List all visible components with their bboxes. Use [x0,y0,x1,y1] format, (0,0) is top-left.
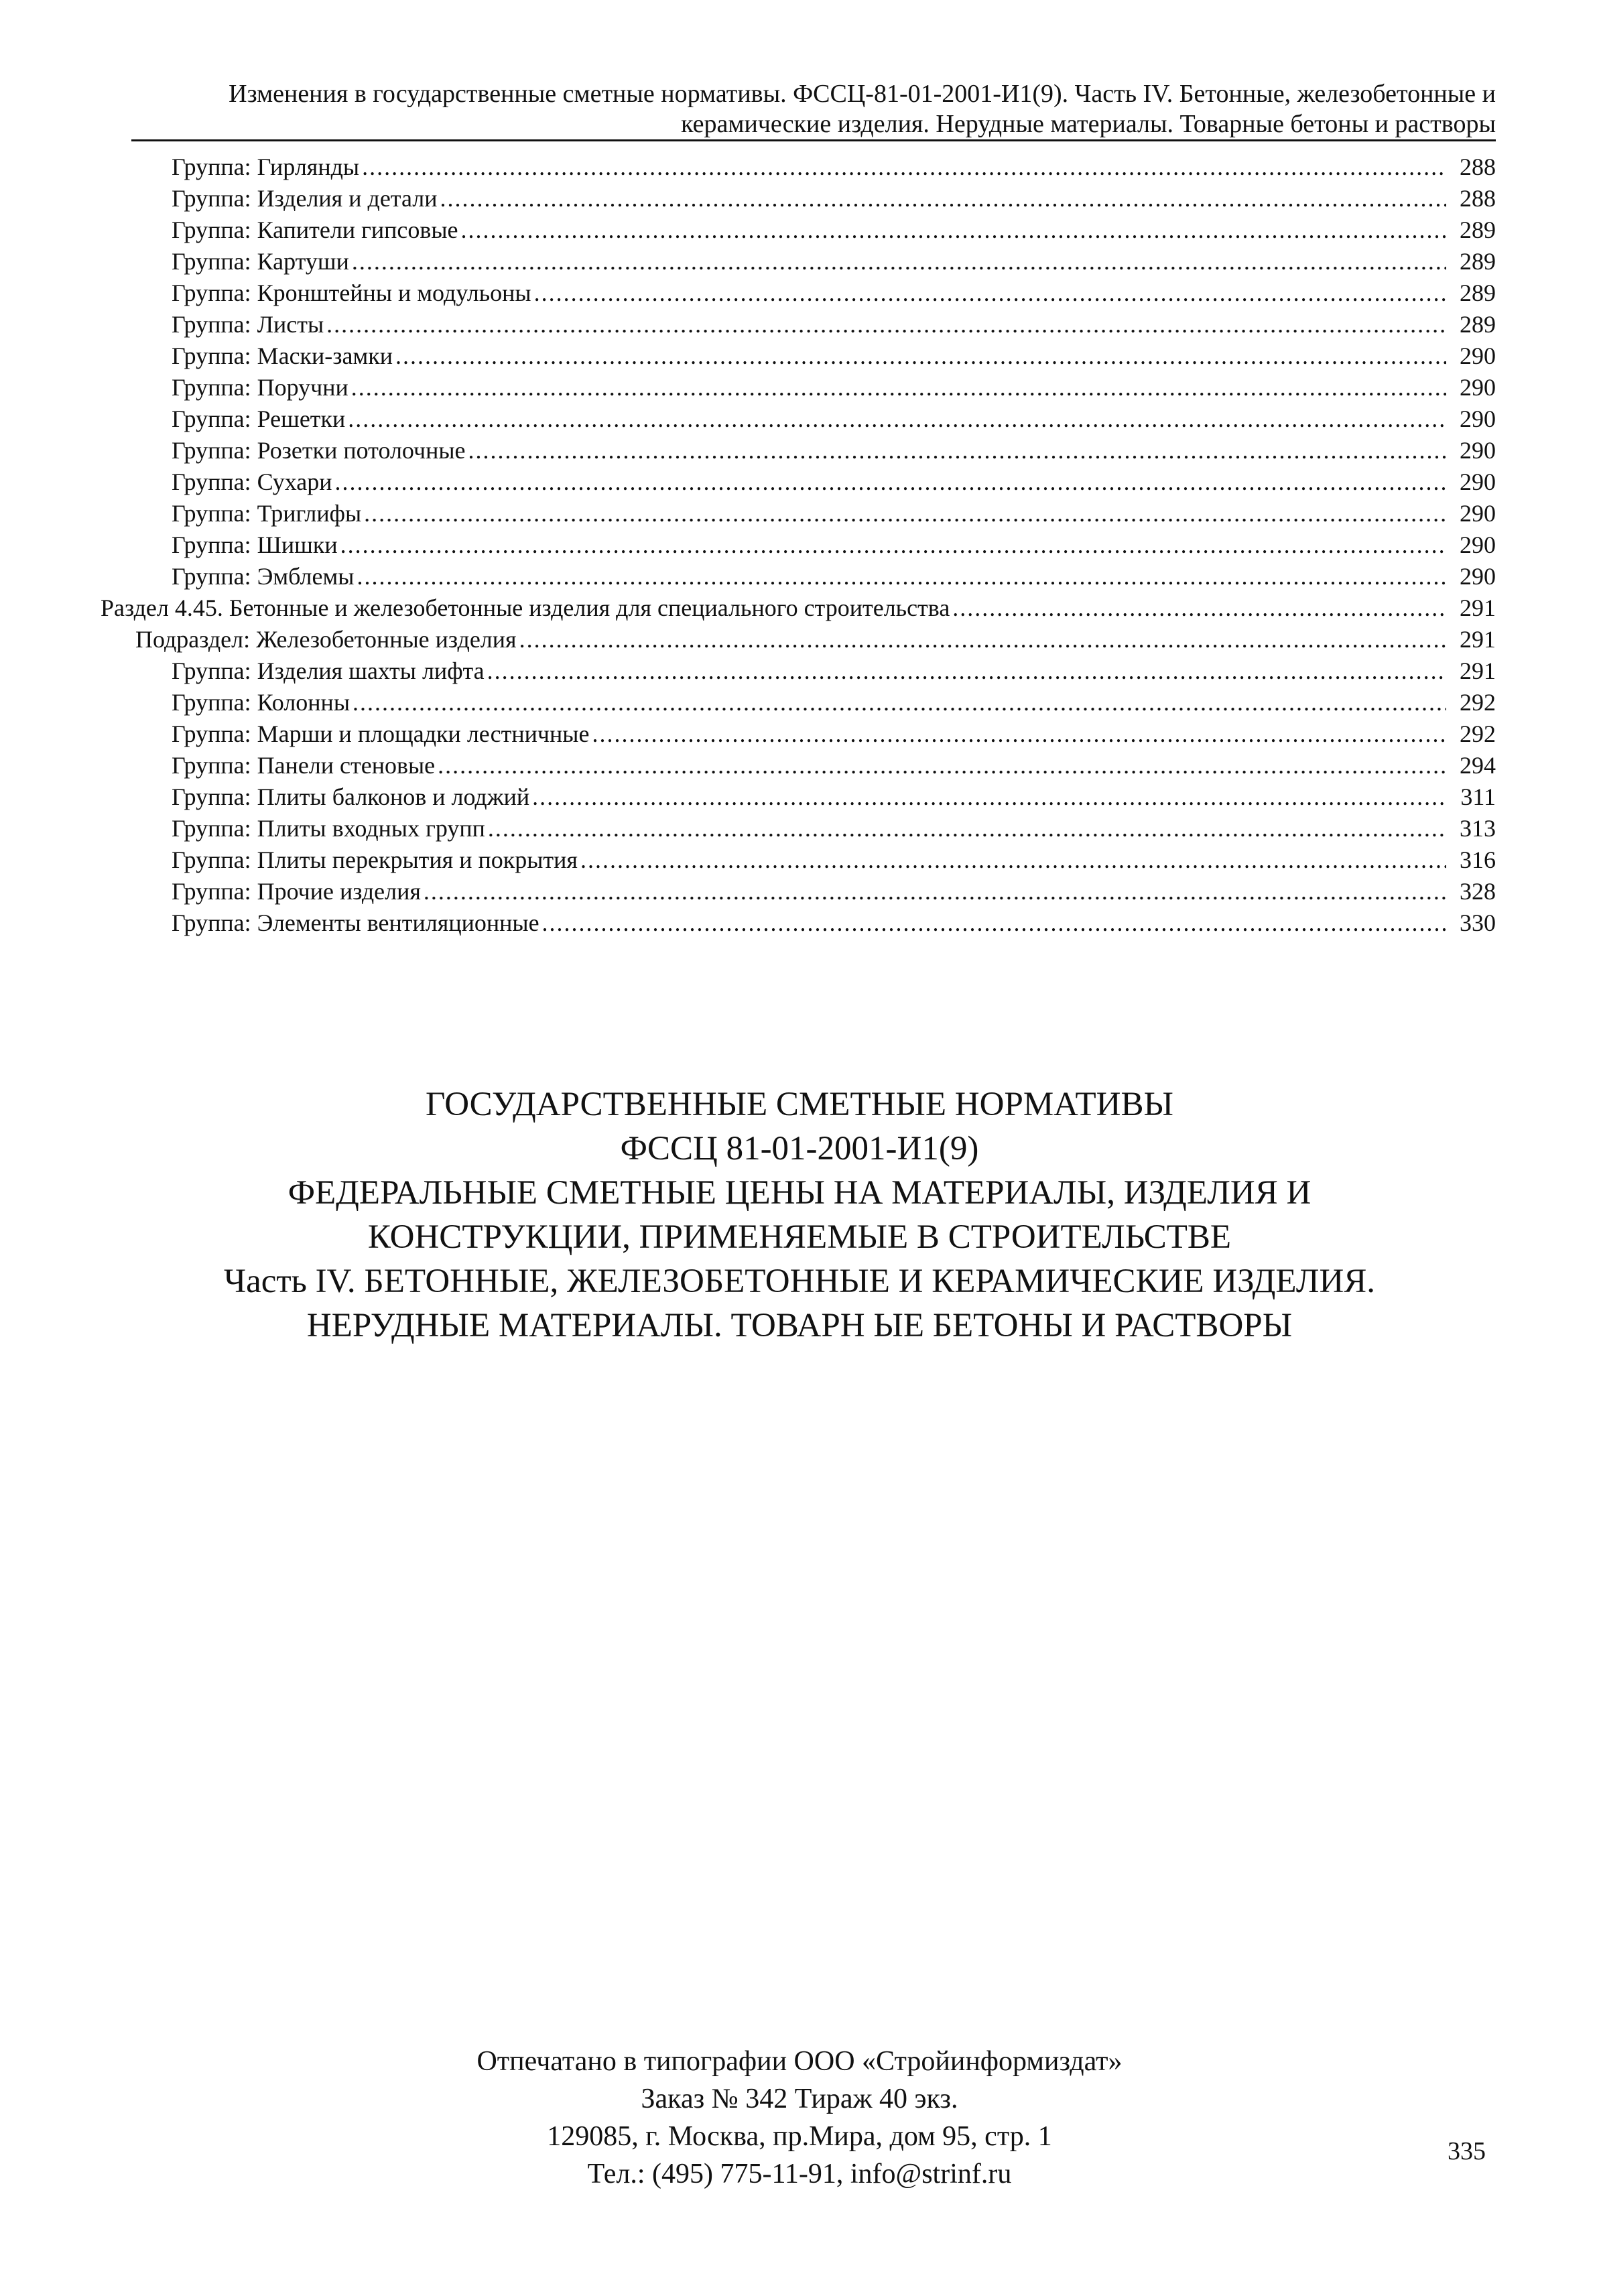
toc-entry-label: Группа: Триглифы [172,500,362,527]
toc-entry-label: Группа: Розетки потолочные [172,437,466,464]
toc-entry [101,277,1496,309]
toc-entry [101,907,1496,939]
toc-entry-label: Группа: Изделия и детали [172,185,438,212]
toc-entry-page: 294 [1460,752,1496,779]
toc-entry-page: 291 [1460,626,1496,653]
toc-entry-label: Группа: Колонны [172,689,350,716]
toc-entry-label: Группа: Прочие изделия [172,878,421,905]
toc-dot-leader [592,718,1446,750]
toc-dot-leader [440,183,1447,214]
toc-entry-page: 289 [1460,311,1496,338]
toc-dot-leader [364,498,1446,529]
toc-entry-page: 290 [1460,468,1496,495]
toc-entry-label: Группа: Плиты балконов и лоджий [172,783,530,810]
toc-entry [101,498,1496,529]
title-line-5: Часть IV. БЕТОННЫЕ, ЖЕЛЕЗОБЕТОННЫЕ И КЕРАМИЧЕСКИЕ ИЗДЕЛИЯ. [223,1263,1376,1300]
toc-entry [101,466,1496,498]
toc-entry-page: 290 [1460,531,1496,558]
toc-entry [101,844,1496,876]
imprint-order: Заказ № 342 Тираж 40 экз. [641,2084,958,2114]
toc-entry-label: Группа: Эмблемы [172,563,355,590]
toc-dot-leader [348,403,1446,435]
toc-entry-label: Группа: Сухари [172,468,332,495]
toc-dot-leader [424,876,1446,907]
toc-entry [101,687,1496,718]
toc-dot-leader [340,529,1446,561]
toc-entry-label: Группа: Марши и площадки лестничные [172,720,590,747]
toc-entry-page: 290 [1460,563,1496,590]
toc-dot-leader [580,844,1446,876]
toc-dot-leader [352,246,1446,277]
toc-entry [101,624,1496,655]
toc-entry-page: 291 [1460,594,1496,621]
toc-entry [101,813,1496,844]
running-header [131,79,1496,141]
toc-dot-leader [952,592,1446,624]
toc-entry-label: Группа: Поручни [172,374,348,401]
printing-imprint [101,2043,1498,2193]
toc-entry-label: Раздел 4.45. Бетонные и железобетонные изделия для специального строительства [101,594,950,621]
toc-entry-label: Группа: Листы [172,311,324,338]
toc-dot-leader [326,309,1446,340]
imprint-printed-by: Отпечатано в типографии ООО «Стройинформиздат» [476,2046,1123,2077]
toc-entry [101,309,1496,340]
toc-dot-leader [487,655,1446,687]
toc-entry [101,183,1496,214]
toc-entry-label: Группа: Плиты входных групп [172,815,485,842]
toc-entry [101,372,1496,403]
toc-entry [101,529,1496,561]
toc-dot-leader [351,372,1446,403]
toc-dot-leader [519,624,1446,655]
toc-entry-page: 288 [1460,153,1496,180]
toc-entry-page: 290 [1460,342,1496,369]
title-line-3: ФЕДЕРАЛЬНЫЕ СМЕТНЫЕ ЦЕНЫ НА МАТЕРИАЛЫ, ИЗДЕЛИЯ И [287,1174,1312,1212]
toc-entry-page: 290 [1460,437,1496,464]
title-line-1: ГОСУДАРСТВЕННЫЕ СМЕТНЫЕ НОРМАТИВЫ [425,1086,1174,1123]
running-header-line-2: керамические изделия. Нерудные материалы. Товарные бетоны и растворы [681,110,1496,138]
toc-dot-leader [468,435,1446,466]
toc-dot-leader [461,214,1446,246]
toc-entry [101,246,1496,277]
toc-entry [101,876,1496,907]
toc-entry [101,781,1496,813]
page-number: 335 [1448,2137,1486,2165]
toc-entry [101,403,1496,435]
toc-entry-page: 290 [1460,405,1496,432]
toc-entry-page: 289 [1460,279,1496,306]
toc-entry [101,340,1496,372]
toc-dot-leader [334,466,1446,498]
toc-entry-label: Группа: Кронштейны и модульоны [172,279,531,306]
toc-dot-leader [542,907,1446,939]
toc-entry [101,655,1496,687]
toc-entry-label: Группа: Картуши [172,248,349,275]
toc-entry-label: Группа: Маски-замки [172,342,393,369]
toc-dot-leader [534,277,1446,309]
toc-entry-label: Группа: Шишки [172,531,338,558]
toc-entry-page: 290 [1460,500,1496,527]
toc-dot-leader [532,781,1446,813]
toc-entry-page: 311 [1460,783,1496,810]
toc-entry [101,214,1496,246]
toc-entry [101,718,1496,750]
toc-dot-leader [362,151,1446,183]
toc-entry-page: 330 [1460,909,1496,936]
toc-entry-page: 292 [1460,689,1496,716]
document-title [101,1082,1498,1348]
title-line-2: ФССЦ 81-01-2001-И1(9) [620,1130,979,1167]
toc-entry-page: 328 [1460,878,1496,905]
toc-entry-page: 291 [1460,657,1496,684]
toc-dot-leader [395,340,1446,372]
toc-entry-label: Группа: Изделия шахты лифта [172,657,485,684]
imprint-address: 129085, г. Москва, пр.Мира, дом 95, стр. 1 [547,2121,1052,2152]
toc-dot-leader [353,687,1446,718]
table-of-contents [101,151,1496,939]
toc-entry [101,151,1496,183]
toc-dot-leader [488,813,1446,844]
toc-entry-label: Группа: Элементы вентиляционные [172,909,539,936]
toc-dot-leader [357,561,1446,592]
imprint-contact: Тел.: (495) 775-11-91, info@strinf.ru [587,2159,1012,2189]
toc-entry-page: 313 [1460,815,1496,842]
toc-entry-label: Группа: Гирлянды [172,153,360,180]
toc-entry-label: Группа: Капители гипсовые [172,216,458,243]
toc-entry-page: 289 [1460,248,1496,275]
toc-entry-page: 316 [1460,846,1496,873]
toc-entry-label: Группа: Решетки [172,405,346,432]
toc-entry-page: 292 [1460,720,1496,747]
toc-entry-page: 289 [1460,216,1496,243]
running-header-line-1: Изменения в государственные сметные нормативы. ФССЦ-81-01-2001-И1(9). Часть IV. Бетонные, железобетонные и [229,80,1496,108]
title-line-6: НЕРУДНЫЕ МАТЕРИАЛЫ. ТОВАРН ЫЕ БЕТОНЫ И РАСТВОРЫ [306,1307,1293,1344]
toc-entry [101,750,1496,781]
toc-entry [101,561,1496,592]
toc-entry [101,435,1496,466]
toc-entry-label: Подраздел: Железобетонные изделия [135,626,517,653]
toc-dot-leader [438,750,1446,781]
title-line-4: КОНСТРУКЦИИ, ПРИМЕНЯЕМЫЕ В СТРОИТЕЛЬСТВЕ [367,1218,1232,1256]
toc-entry-label: Группа: Плиты перекрытия и покрытия [172,846,578,873]
toc-entry-page: 288 [1460,185,1496,212]
toc-entry-label: Группа: Панели стеновые [172,752,436,779]
toc-entry-page: 290 [1460,374,1496,401]
toc-entry [101,592,1496,624]
